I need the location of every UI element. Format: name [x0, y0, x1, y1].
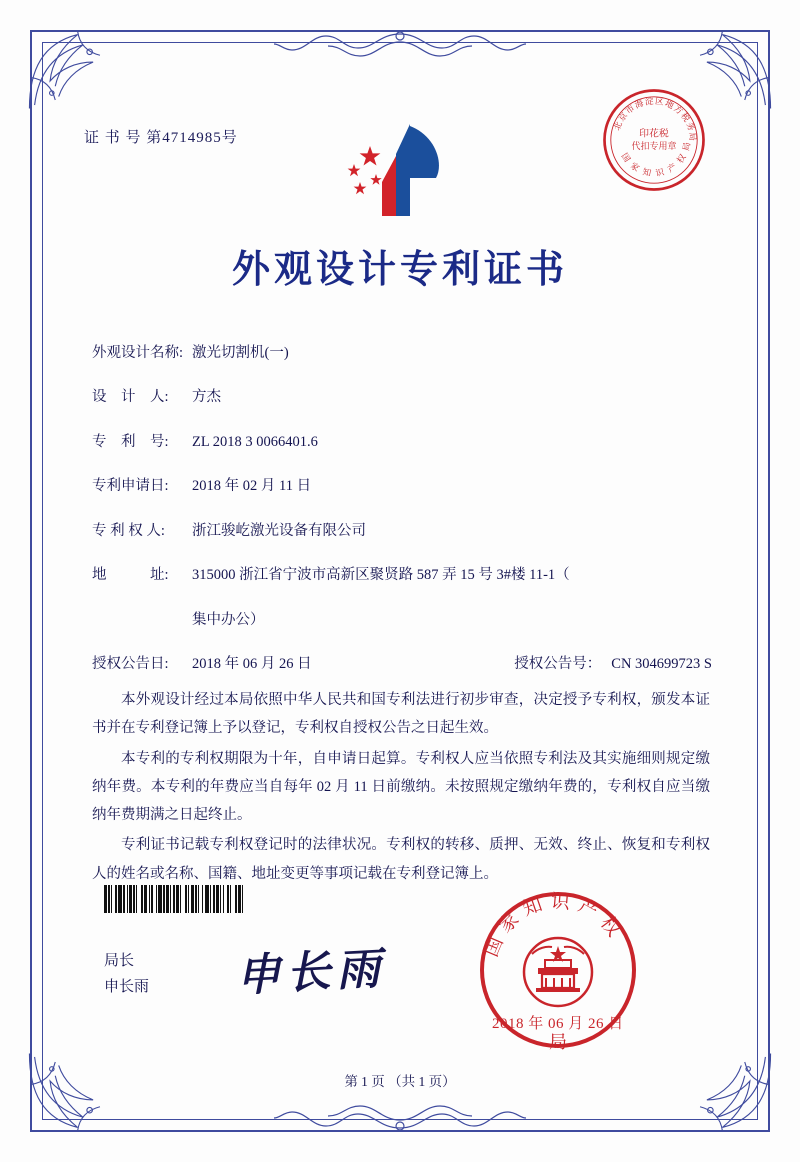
field-row-designer — [92, 386, 712, 408]
field-row-application-date — [92, 475, 712, 497]
body-paragraphs — [92, 686, 710, 890]
field-label: 专 利 权 人: — [92, 522, 165, 539]
cnipa-emblem-icon — [340, 120, 460, 225]
field-value: 浙江骏屹激光设备有限公司 — [192, 522, 366, 539]
svg-text:国家知识产权: 国家知识产权 — [481, 891, 629, 960]
signature-block — [104, 948, 149, 1001]
signature-role: 局长 — [104, 953, 135, 969]
field-value: 2018 年 02 月 11 日 — [192, 478, 312, 495]
corner-ornament-icon — [688, 1050, 774, 1136]
svg-text:北京市海淀区地方税务局: 北京市海淀区地方税务局 — [611, 95, 699, 143]
field-value: 315000 浙江省宁波市高新区聚贤路 587 弄 15 号 3#楼 11-1（ — [192, 567, 570, 584]
field-list — [92, 342, 712, 698]
field-row-patentee — [92, 520, 712, 542]
field-row-grant-announcement — [92, 653, 712, 675]
seal-date: 2018 年 06 月 26 日 — [492, 1016, 624, 1032]
field-row-address — [92, 564, 712, 586]
field-label: 外观设计名称: — [92, 345, 184, 361]
svg-text:代扣专用章: 代扣专用章 — [631, 141, 677, 151]
field-value: 激光切割机(一) — [192, 345, 289, 361]
bottom-scroll-ornament-icon — [250, 1088, 550, 1138]
field-label: 专 利 号: — [92, 433, 169, 450]
field-label: 设 计 人: — [92, 389, 169, 406]
field-row-patent-number — [92, 431, 712, 453]
page-title: 外观设计专利证书 — [231, 249, 568, 291]
top-scroll-ornament-icon — [250, 24, 550, 74]
corner-ornament-icon — [26, 1050, 112, 1136]
handwritten-signature: 申长雨 — [235, 943, 388, 1002]
svg-text:印花税: 印花税 — [639, 128, 669, 140]
paragraph: 专利证书记载专利权登记时的法律状况。专利权的转移、质押、无效、终止、恢复和专利权人的姓名或名称、国籍、地址变更等事项记载在专利登记簿上。 — [92, 837, 710, 882]
cnipa-official-seal — [468, 880, 648, 1060]
corner-ornament-icon — [26, 26, 112, 112]
signature-name: 申长雨 — [104, 979, 150, 996]
field-sub-value: CN 304699723 S — [611, 656, 712, 673]
tax-stamp-seal — [600, 86, 708, 194]
field-row-design-name — [92, 342, 712, 364]
svg-text:局: 局 — [549, 1032, 567, 1052]
field-row-address-cont — [92, 609, 712, 631]
page-footer: 第 1 页 （共 1 页） — [344, 1074, 456, 1089]
field-value: ZL 2018 3 0066401.6 — [192, 433, 318, 450]
field-sub-label: 授权公告号： — [514, 656, 602, 673]
certificate-number: 证 书 号 第4714985号 — [84, 130, 238, 146]
field-value-continuation: 集中办公） — [192, 611, 265, 628]
field-value: 2018 年 06 月 26 日 — [192, 656, 312, 673]
paragraph: 本专利的专利权期限为十年，自申请日起算。专利权人应当依照专利法及其实施细则规定缴纳年费。本专利的年费应当自每年 02 月 11 日前缴纳。未按照规定缴纳年费的，专利权自应当缴纳年费期满之日起终止。 — [92, 750, 710, 824]
paragraph: 本外观设计经过本局依照中华人民共和国专利法进行初步审查，决定授予专利权，颁发本证书并在专利登记簿上予以登记，专利权自授权公告之日起生效。 — [92, 692, 710, 737]
field-label: 专利申请日: — [92, 478, 169, 495]
svg-text:国 家 知 识 产 权 局: 国 家 知 识 产 权 局 — [619, 139, 693, 179]
field-label: 地 址: — [92, 567, 169, 584]
barcode — [104, 885, 314, 913]
field-label: 授权公告日: — [92, 656, 169, 673]
field-value: 方杰 — [192, 389, 221, 406]
